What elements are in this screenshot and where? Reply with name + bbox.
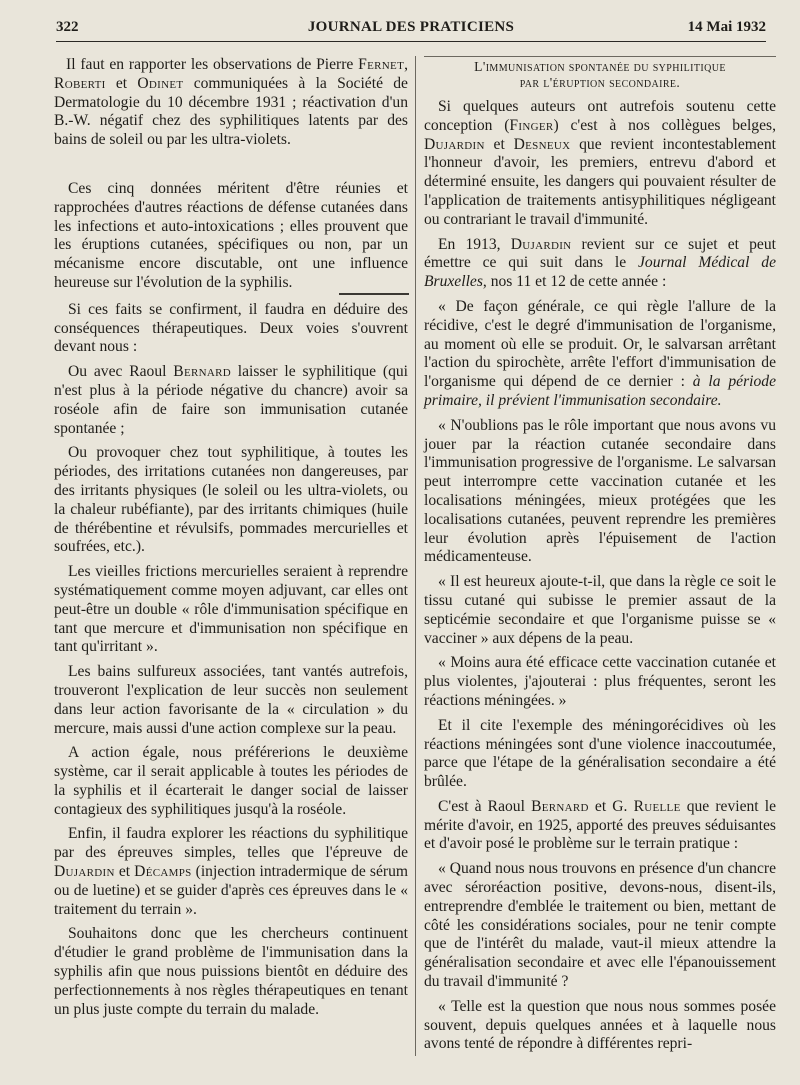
paragraph: Les vieilles frictions mercurielles seraient à reprendre systématiquement comme moyen adjuvant, car elles ont peut-être un double « rôle d'immunisation spécifique en tant que mercure et d'immunisation non spécifique en tant qu'irritant ». <box>54 563 408 656</box>
paragraph: « Telle est la question que nous nous sommes posée souvent, depuis quelques années et à laquelle nous avons tenté de répondre à différentes repri- <box>424 997 776 1053</box>
right-column <box>424 56 776 1060</box>
paragraph: A action égale, nous préférerions le deuxième système, car il serait applicable à toutes les périodes de la syphilis et il écarterait le danger social de laisser contagieux des syphilitiques jusqu'à la roséole. <box>54 744 408 818</box>
running-header <box>56 17 766 42</box>
section-title: L'immunisation spontanée du syphilitique par l'éruption secondaire. <box>474 59 726 90</box>
paragraph: Ces cinq données méritent d'être réunies et rapprochées d'autres réactions de défense cutanées dans les infections et auto-intoxications ; elles prouvent que les éruptions cutanées, spécifiques ou non, par un mécanisme encore discutable, ont une influence heureuse sur l'évolution de la syphilis. <box>54 179 408 291</box>
journal-title: JOURNAL DES PRATICIENS <box>307 19 515 35</box>
paragraph: Ou provoquer chez tout syphilitique, à toutes les périodes, des irritations cutanées non dangereuses, par des irritants physiques (le soleil ou les ultra-violets, ou la chaleur rubéfiante), par des irritants chimiques (huile de thérébentine et révulsifs, pommades mercurielles et soufrées, etc.). <box>54 444 408 556</box>
issue-date: 14 Mai 1932 <box>687 19 766 35</box>
paragraph: Souhaitons donc que les chercheurs continuent d'étudier le grand problème de l'immunisation dans la syphilis afin que nous puissions bientôt en déduire des perfectionnements à nos règles thérapeutiques en tenant un plus juste compte du terrain du malade. <box>54 925 408 1018</box>
paragraph: Et il cite l'exemple des méningorécidives où les réactions méningées sont d'une violence inaccoutumée, parce que l'étape de la généralisation secondaire a été brûlée. <box>424 716 776 791</box>
paragraph: « Quand nous nous trouvons en présence d'un chancre avec séroréaction positive, devons-nous, disent-ils, entreprendre d'emblée le traitement ou bien, mettant de côté les considérations sociales, pour ne tenir compte que de l'intérêt du malade, vaut-il mieux attendre la généralisation secondaire et avec elle l'épanouissement du travail d'immunité ? <box>424 860 776 991</box>
paragraph: Enfin, il faudra explorer les réactions du syphilitique par des épreuves simples, telles que l'épreuve de Dujardin et Décamps (injection intradermique de sérum ou de luetine) et se guider d'après ces épreuves dans le « traitement du terrain ». <box>54 825 408 918</box>
separator-rule <box>339 293 409 295</box>
paragraph: « N'oublions pas le rôle important que nous avons vu jouer par la réaction cutanée secondaire dans l'immunisation progressive de l'organisme. Le salvarsan peut interrompre cette vaccination cutanée et les localisations méningées, mieux protégées que les localisations cutanées, peuvent reprendre les premières leur évolution après l'épuisement de l'action médicamenteuse. <box>424 416 776 566</box>
left-column <box>54 56 408 1025</box>
page-number: 322 <box>56 19 79 35</box>
paragraph: Il faut en rapporter les observations de Pierre Fernet, Roberti et Odinet communiquées à la Société de Dermatologie du 10 décembre 1931 ; réactivation d'un B.-W. négatif chez des syphilitiques latents par des bains de soleil ou par les ultra-violets. <box>54 56 408 149</box>
paragraph: En 1913, Dujardin revient sur ce sujet et peut émettre ce qui suit dans le Journal Médical de Bruxelles, nos 11 et 12 de cette année : <box>424 235 776 291</box>
paragraph: « Moins aura été efficace cette vaccination cutanée et plus violentes, j'ajouterai : plus fréquentes, seront les réactions méningées. » <box>424 654 776 709</box>
column-divider <box>415 56 416 1056</box>
paragraph: Ou avec Raoul Bernard laisser le syphilitique (qui n'est plus à la période négative du chancre) avoir sa roséole afin de faire son immunisation cutanée spontanée ; <box>54 363 408 437</box>
paragraph: Les bains sulfureux associées, tant vantés autrefois, trouveront l'explication de leur succès non seulement dans leur action favorisante de la « circulation » du mercure, mais aussi d'une action complexe sur la peau. <box>54 663 408 737</box>
paragraph: C'est à Raoul Bernard et G. Ruelle que revient le mérite d'avoir, en 1925, apporté des preuves séduisantes et d'avoir posé le problème sur le terrain pratique : <box>424 797 777 853</box>
paragraph: « Il est heureux ajoute-t-il, que dans la règle ce soit le tissu cutané qui subisse le premier assaut de la septicémie secondaire et que l'organisme puisse se « vacciner » aux dépens de la peau. <box>424 573 776 647</box>
paragraph: Si ces faits se confirment, il faudra en déduire des conséquences thérapeutiques. Deux voies s'ouvrent devant nous : <box>54 300 408 356</box>
paragraph: « De façon générale, ce qui règle l'allure de la récidive, c'est le degré d'immunisation de l'organisme, au moment où elle se produit. Or, le salvarsan arrêtant l'action du spirochète, arrête l'effort d'immunisation de l'organisme qui dépend de ce dernier : à la période primaire, il prévient l'immunisation secondaire. <box>424 297 777 409</box>
paragraph: Si quelques auteurs ont autrefois soutenu cette conception (Finger) c'est à nos collègues belges, Dujardin et Desneux que revient incontestablement l'honneur d'avoir, les premiers, entrevu d'abord et déterminé ensuite, les dangers qui pouvaient résulter de l'application de traitements antisyphilitiques négligeant ou contrariant le travail d'immunité. <box>424 98 776 228</box>
section-rule <box>424 56 776 57</box>
